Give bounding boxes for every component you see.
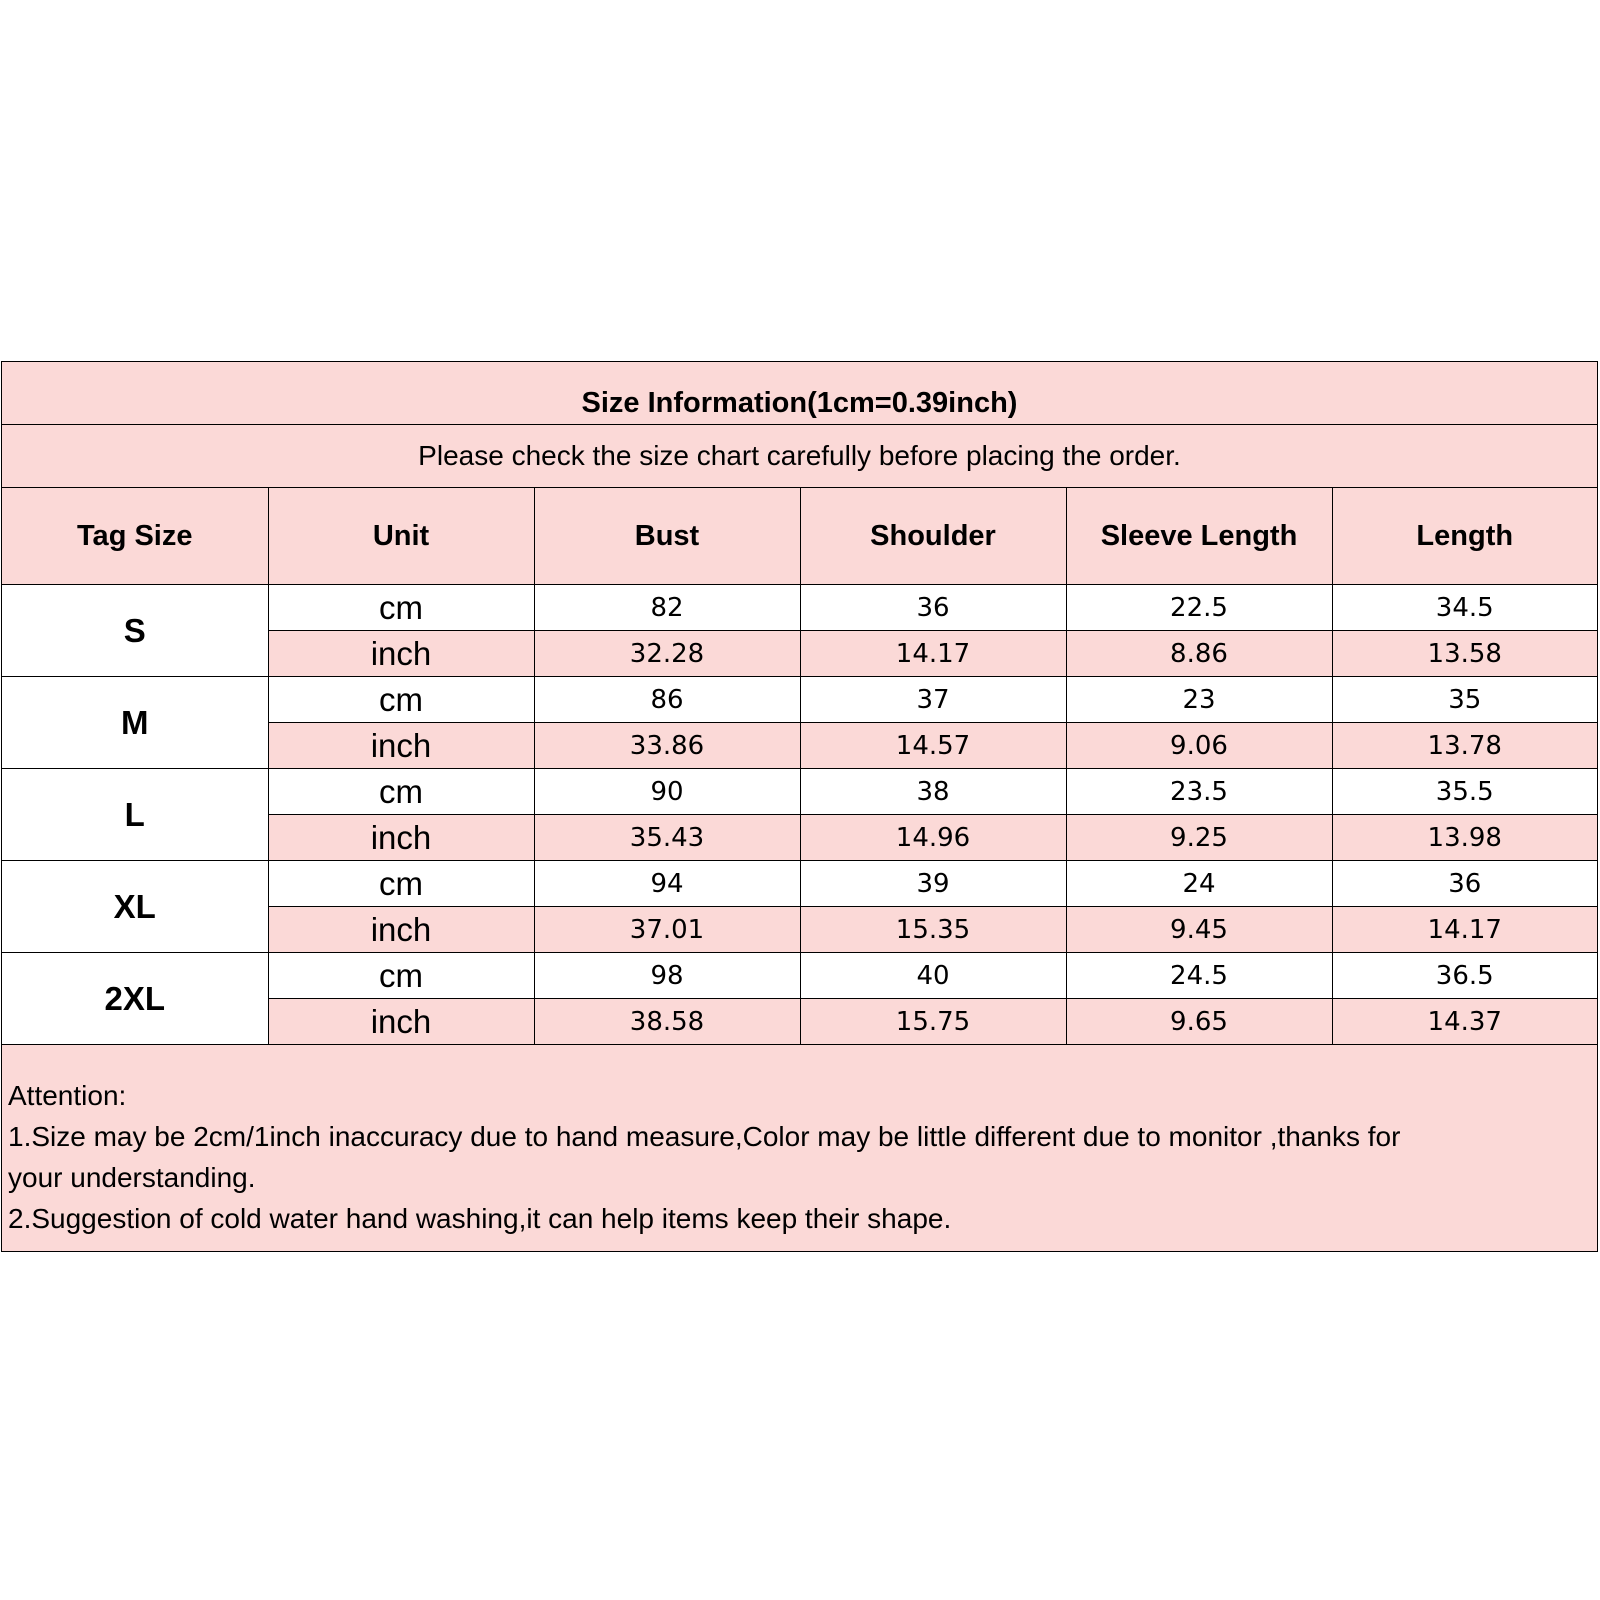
bust-value: 82 [534,585,800,631]
shoulder-value: 38 [800,769,1066,815]
size-label: L [2,769,268,861]
notes-heading: Attention: [8,1080,127,1111]
size-table [2,488,1597,1045]
length-value: 14.37 [1332,999,1597,1045]
sleeve-length-value: 22.5 [1066,585,1332,631]
shoulder-value: 14.96 [800,815,1066,861]
sleeve-length-value: 9.06 [1066,723,1332,769]
unit-cell: cm [268,861,534,907]
unit-cell: cm [268,953,534,999]
length-value: 13.58 [1332,631,1597,677]
sleeve-length-value: 24 [1066,861,1332,907]
bust-value: 37.01 [534,907,800,953]
sleeve-length-value: 23.5 [1066,769,1332,815]
attention-notes [2,1045,1597,1251]
shoulder-value: 15.35 [800,907,1066,953]
table-row [2,677,1597,723]
length-value: 36.5 [1332,953,1597,999]
sleeve-length-value: 9.65 [1066,999,1332,1045]
size-label: M [2,677,268,769]
length-value: 14.17 [1332,907,1597,953]
bust-value: 86 [534,677,800,723]
header-length: Length [1332,488,1597,585]
bust-value: 32.28 [534,631,800,677]
shoulder-value: 36 [800,585,1066,631]
unit-cell: cm [268,585,534,631]
sleeve-length-value: 9.45 [1066,907,1332,953]
size-label: S [2,585,268,677]
bust-value: 98 [534,953,800,999]
shoulder-value: 15.75 [800,999,1066,1045]
length-value: 13.98 [1332,815,1597,861]
unit-cell: inch [268,999,534,1045]
table-row [2,585,1597,631]
header-unit: Unit [268,488,534,585]
length-value: 35.5 [1332,769,1597,815]
sleeve-length-value: 8.86 [1066,631,1332,677]
header-tag-size: Tag Size [2,488,268,585]
shoulder-value: 14.57 [800,723,1066,769]
unit-cell: cm [268,769,534,815]
order-notice: Please check the size chart carefully before placing the order. [2,425,1597,488]
unit-cell: cm [268,677,534,723]
bust-value: 94 [534,861,800,907]
length-value: 36 [1332,861,1597,907]
bust-value: 33.86 [534,723,800,769]
table-row [2,861,1597,907]
length-value: 13.78 [1332,723,1597,769]
unit-cell: inch [268,723,534,769]
size-label: 2XL [2,953,268,1045]
header-shoulder: Shoulder [800,488,1066,585]
size-label: XL [2,861,268,953]
bust-value: 38.58 [534,999,800,1045]
length-value: 35 [1332,677,1597,723]
shoulder-value: 14.17 [800,631,1066,677]
note-line-1: 1.Size may be 2cm/1inch inaccuracy due to hand measure,Color may be little different due to monitor ,thanks for [8,1121,1401,1152]
shoulder-value: 39 [800,861,1066,907]
chart-title: Size Information(1cm=0.39inch) [2,362,1597,425]
note-line-1-continued: your understanding. [8,1162,256,1193]
sleeve-length-value: 24.5 [1066,953,1332,999]
unit-cell: inch [268,631,534,677]
bust-value: 35.43 [534,815,800,861]
size-chart [1,361,1598,1252]
table-row [2,769,1597,815]
sleeve-length-value: 9.25 [1066,815,1332,861]
header-bust: Bust [534,488,800,585]
header-sleeve-length: Sleeve Length [1066,488,1332,585]
table-row [2,953,1597,999]
length-value: 34.5 [1332,585,1597,631]
shoulder-value: 37 [800,677,1066,723]
unit-cell: inch [268,907,534,953]
header-row [2,488,1597,585]
shoulder-value: 40 [800,953,1066,999]
bust-value: 90 [534,769,800,815]
note-line-2: 2.Suggestion of cold water hand washing,it can help items keep their shape. [8,1203,952,1234]
sleeve-length-value: 23 [1066,677,1332,723]
unit-cell: inch [268,815,534,861]
